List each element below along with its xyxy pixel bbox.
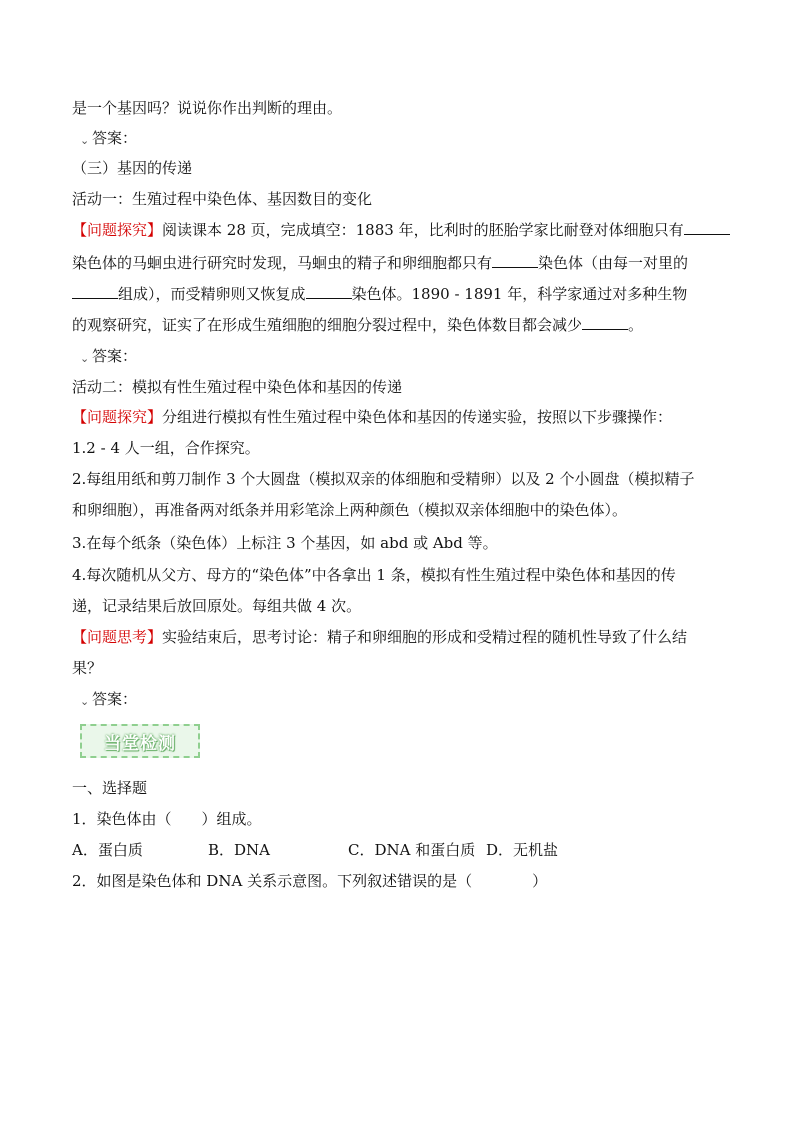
question-1: 1．染色体由（ ）组成。 — [72, 810, 262, 828]
section-heading: （三）基因的传递 — [72, 159, 193, 177]
option-b[interactable]: B．DNA — [208, 841, 271, 859]
step-line: 递，记录结果后放回原处。每组共做 4 次。 — [72, 597, 362, 615]
text-line: 【问题探究】分组进行模拟有性生殖过程中染色体和基因的传递实验，按照以下步骤操作： — [72, 408, 673, 426]
tag-think: 【问题思考】 — [72, 628, 163, 646]
answer-label: 答案： — [92, 347, 138, 365]
answer-blank[interactable] — [492, 253, 538, 268]
section-banner — [80, 724, 200, 758]
fill-blank-line: 染色体的马蛔虫进行研究时发现，马蛔虫的精子和卵细胞都只有 染色体（由每一对里的 — [72, 254, 689, 272]
activity-heading: 活动二：模拟有性生殖过程中染色体和基因的传递 — [72, 378, 403, 396]
step-line: 4.每次随机从父方、母方的“染色体”中各拿出 1 条，模拟有性生殖过程中染色体和基因的传 — [72, 566, 676, 584]
step-line: 1.2 - 4 人一组，合作探究。 — [72, 439, 260, 457]
text-line: 是一个基因吗？说说你作出判断的理由。 — [72, 99, 343, 117]
answer-blank[interactable] — [582, 315, 628, 330]
fill-blank-line: 组成），而受精卵则又恢复成 染色体。1890 - 1891 年，科学家通过对多种生物 — [72, 284, 732, 304]
question-section-heading: 一、选择题 — [72, 779, 148, 797]
option-c[interactable]: C．DNA 和蛋白质 — [348, 841, 476, 859]
banner-title: 当堂检测 — [104, 733, 176, 754]
text-line: 【问题思考】实验结束后，思考讨论：精子和卵细胞的形成和受精过程的随机性导致了什么结 — [72, 628, 688, 646]
answer-blank[interactable] — [684, 220, 730, 235]
answer-blank[interactable] — [306, 284, 352, 299]
answer-label: 答案： — [92, 129, 138, 147]
answer-label: 答案： — [92, 690, 138, 708]
answer-marker-icon: ⌄ — [80, 352, 90, 365]
step-line: 2.每组用纸和剪刀制作 3 个大圆盘（模拟双亲的体细胞和受精卵）以及 2 个小圆盘（模拟精子 — [72, 470, 695, 488]
fill-blank-line: 的观察研究，证实了在形成生殖细胞的细胞分裂过程中，染色体数目都会减少 。 — [72, 316, 644, 334]
activity-heading: 活动一：生殖过程中染色体、基因数目的变化 — [72, 190, 373, 208]
tag-explore: 【问题探究】 — [72, 221, 163, 239]
question-2: 2．如图是染色体和 DNA 关系示意图。下列叙述错误的是（ ） — [72, 872, 548, 890]
option-a[interactable]: A．蛋白质 — [72, 841, 143, 859]
answer-blank[interactable] — [72, 284, 118, 299]
step-line: 和卵细胞），再准备两对纸条并用彩笔涂上两种颜色（模拟双亲体细胞中的染色体）。 — [72, 501, 628, 519]
question-1-options — [72, 840, 732, 860]
tag-explore: 【问题探究】 — [72, 408, 163, 426]
answer-marker-icon: ⌄ — [80, 695, 90, 708]
option-d[interactable]: D．无机盐 — [486, 841, 559, 859]
fill-blank-line: 【问题探究】阅读课本 28 页，完成填空：1883 年，比利时的胚胎学家比耐登对体细胞只有 — [72, 220, 732, 240]
answer-marker-icon: ⌄ — [80, 134, 90, 147]
text-line: 果？ — [72, 659, 103, 677]
step-line: 3.在每个纸条（染色体）上标注 3 个基因，如 abd 或 Abd 等。 — [72, 534, 498, 552]
